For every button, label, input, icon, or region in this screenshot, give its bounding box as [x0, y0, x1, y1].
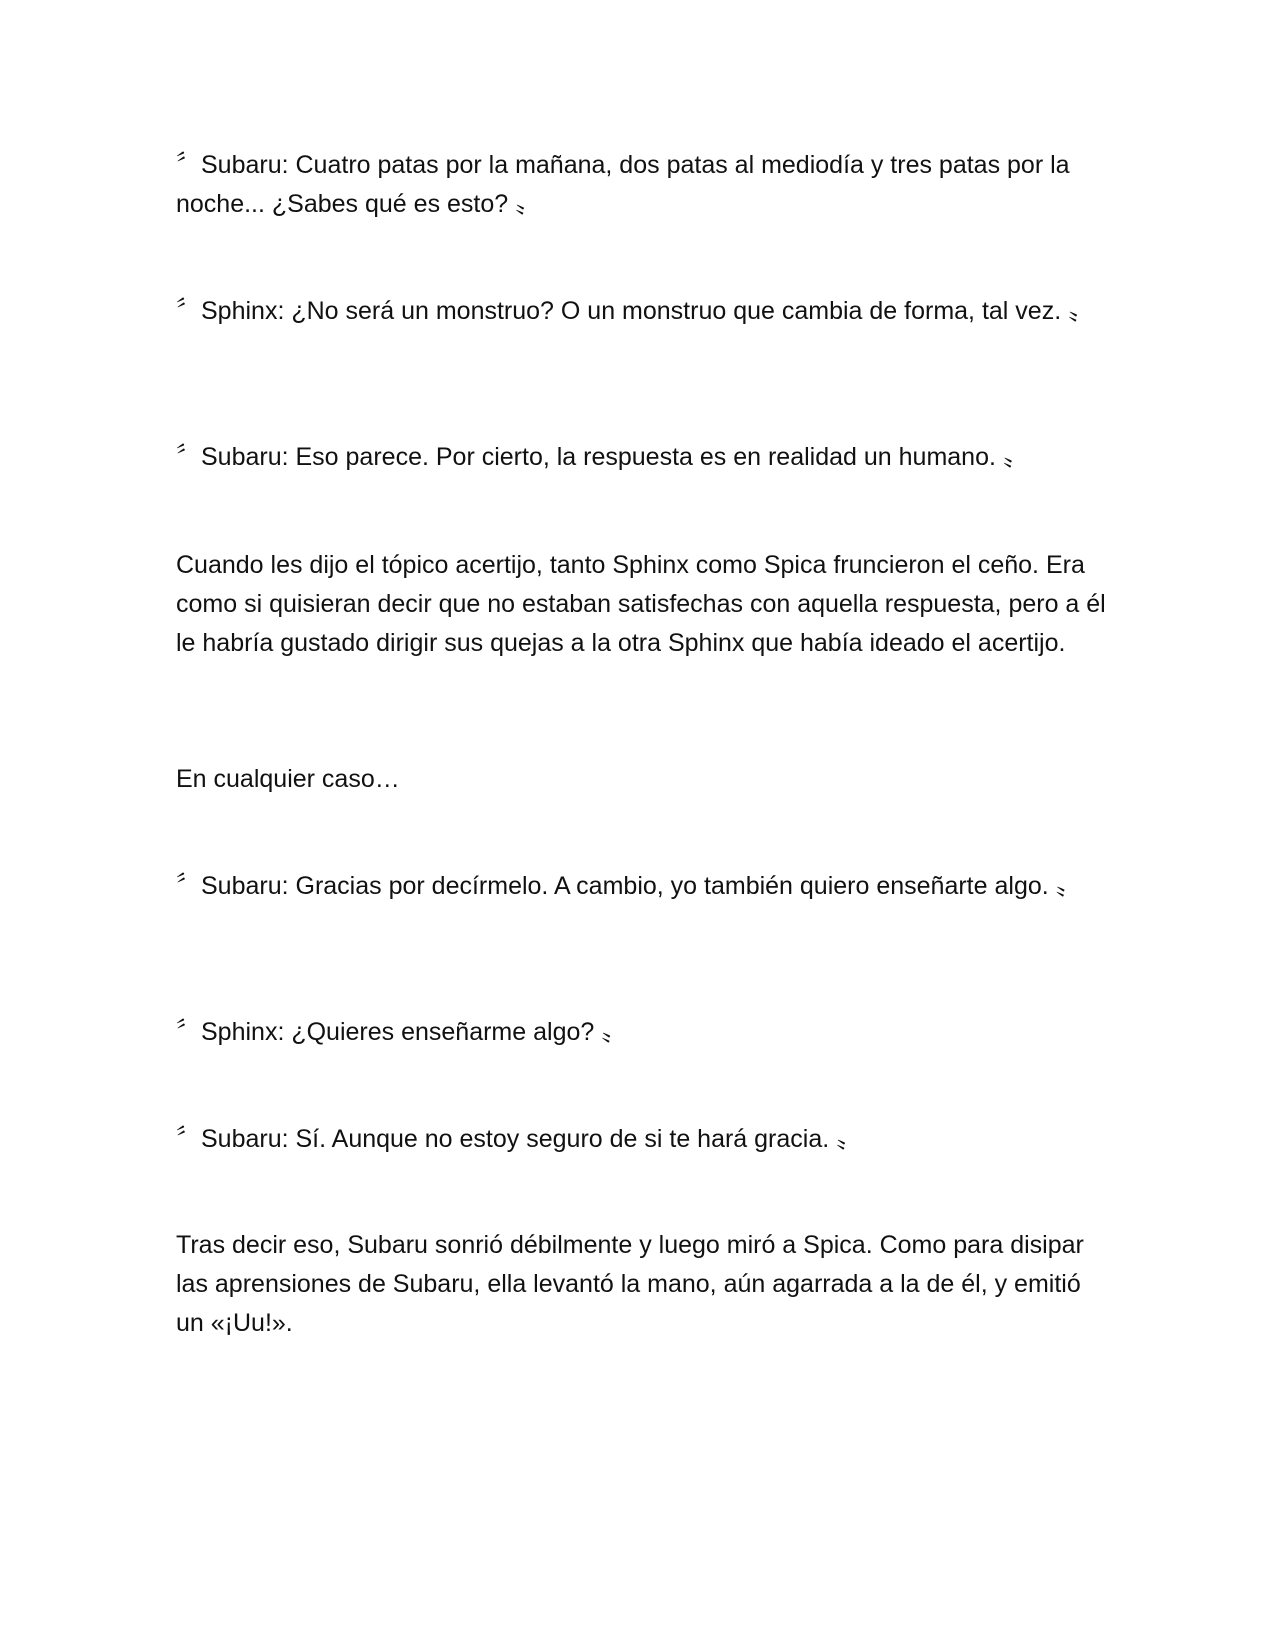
- dialogue-subaru-riddle: 〞Subaru: Cuatro patas por la mañana, dos patas al mediodía y tres patas por la noche... ¿Sabes qué es esto? 〟: [176, 151, 1070, 218]
- dialogue-subaru-thanks: 〞Subaru: Gracias por decírmelo. A cambio, yo también quiero enseñarte algo. 〟: [176, 872, 1081, 900]
- narration-anyway: En cualquier caso…: [176, 765, 400, 793]
- dialogue-sphinx-question: 〞Sphinx: ¿Quieres enseñarme algo? 〟: [176, 1018, 627, 1046]
- dialogue-subaru-answer: 〞Subaru: Eso parece. Por cierto, la respuesta es en realidad un humano. 〟: [176, 443, 1028, 471]
- dialogue-sphinx-monster: 〞Sphinx: ¿No será un monstruo? O un monstruo que cambia de forma, tal vez. 〟: [176, 297, 1094, 325]
- dialogue-subaru-yes: 〞Subaru: Sí. Aunque no estoy seguro de si te hará gracia. 〟: [176, 1125, 862, 1153]
- narration-riddle-reaction: Cuando les dijo el tópico acertijo, tanto Sphinx como Spica fruncieron el ceño. Era como si quisieran decir que no estaban satisfechas con aquella respuesta, pero a él le habría gustado dirigir sus quejas a la otra Sphinx que había ideado el acertijo.: [176, 551, 1106, 657]
- narration-spica-uu: Tras decir eso, Subaru sonrió débilmente y luego miró a Spica. Como para disipar las aprensiones de Subaru, ella levantó la mano, aún agarrada a la de él, y emitió un «¡Uu!».: [176, 1231, 1084, 1337]
